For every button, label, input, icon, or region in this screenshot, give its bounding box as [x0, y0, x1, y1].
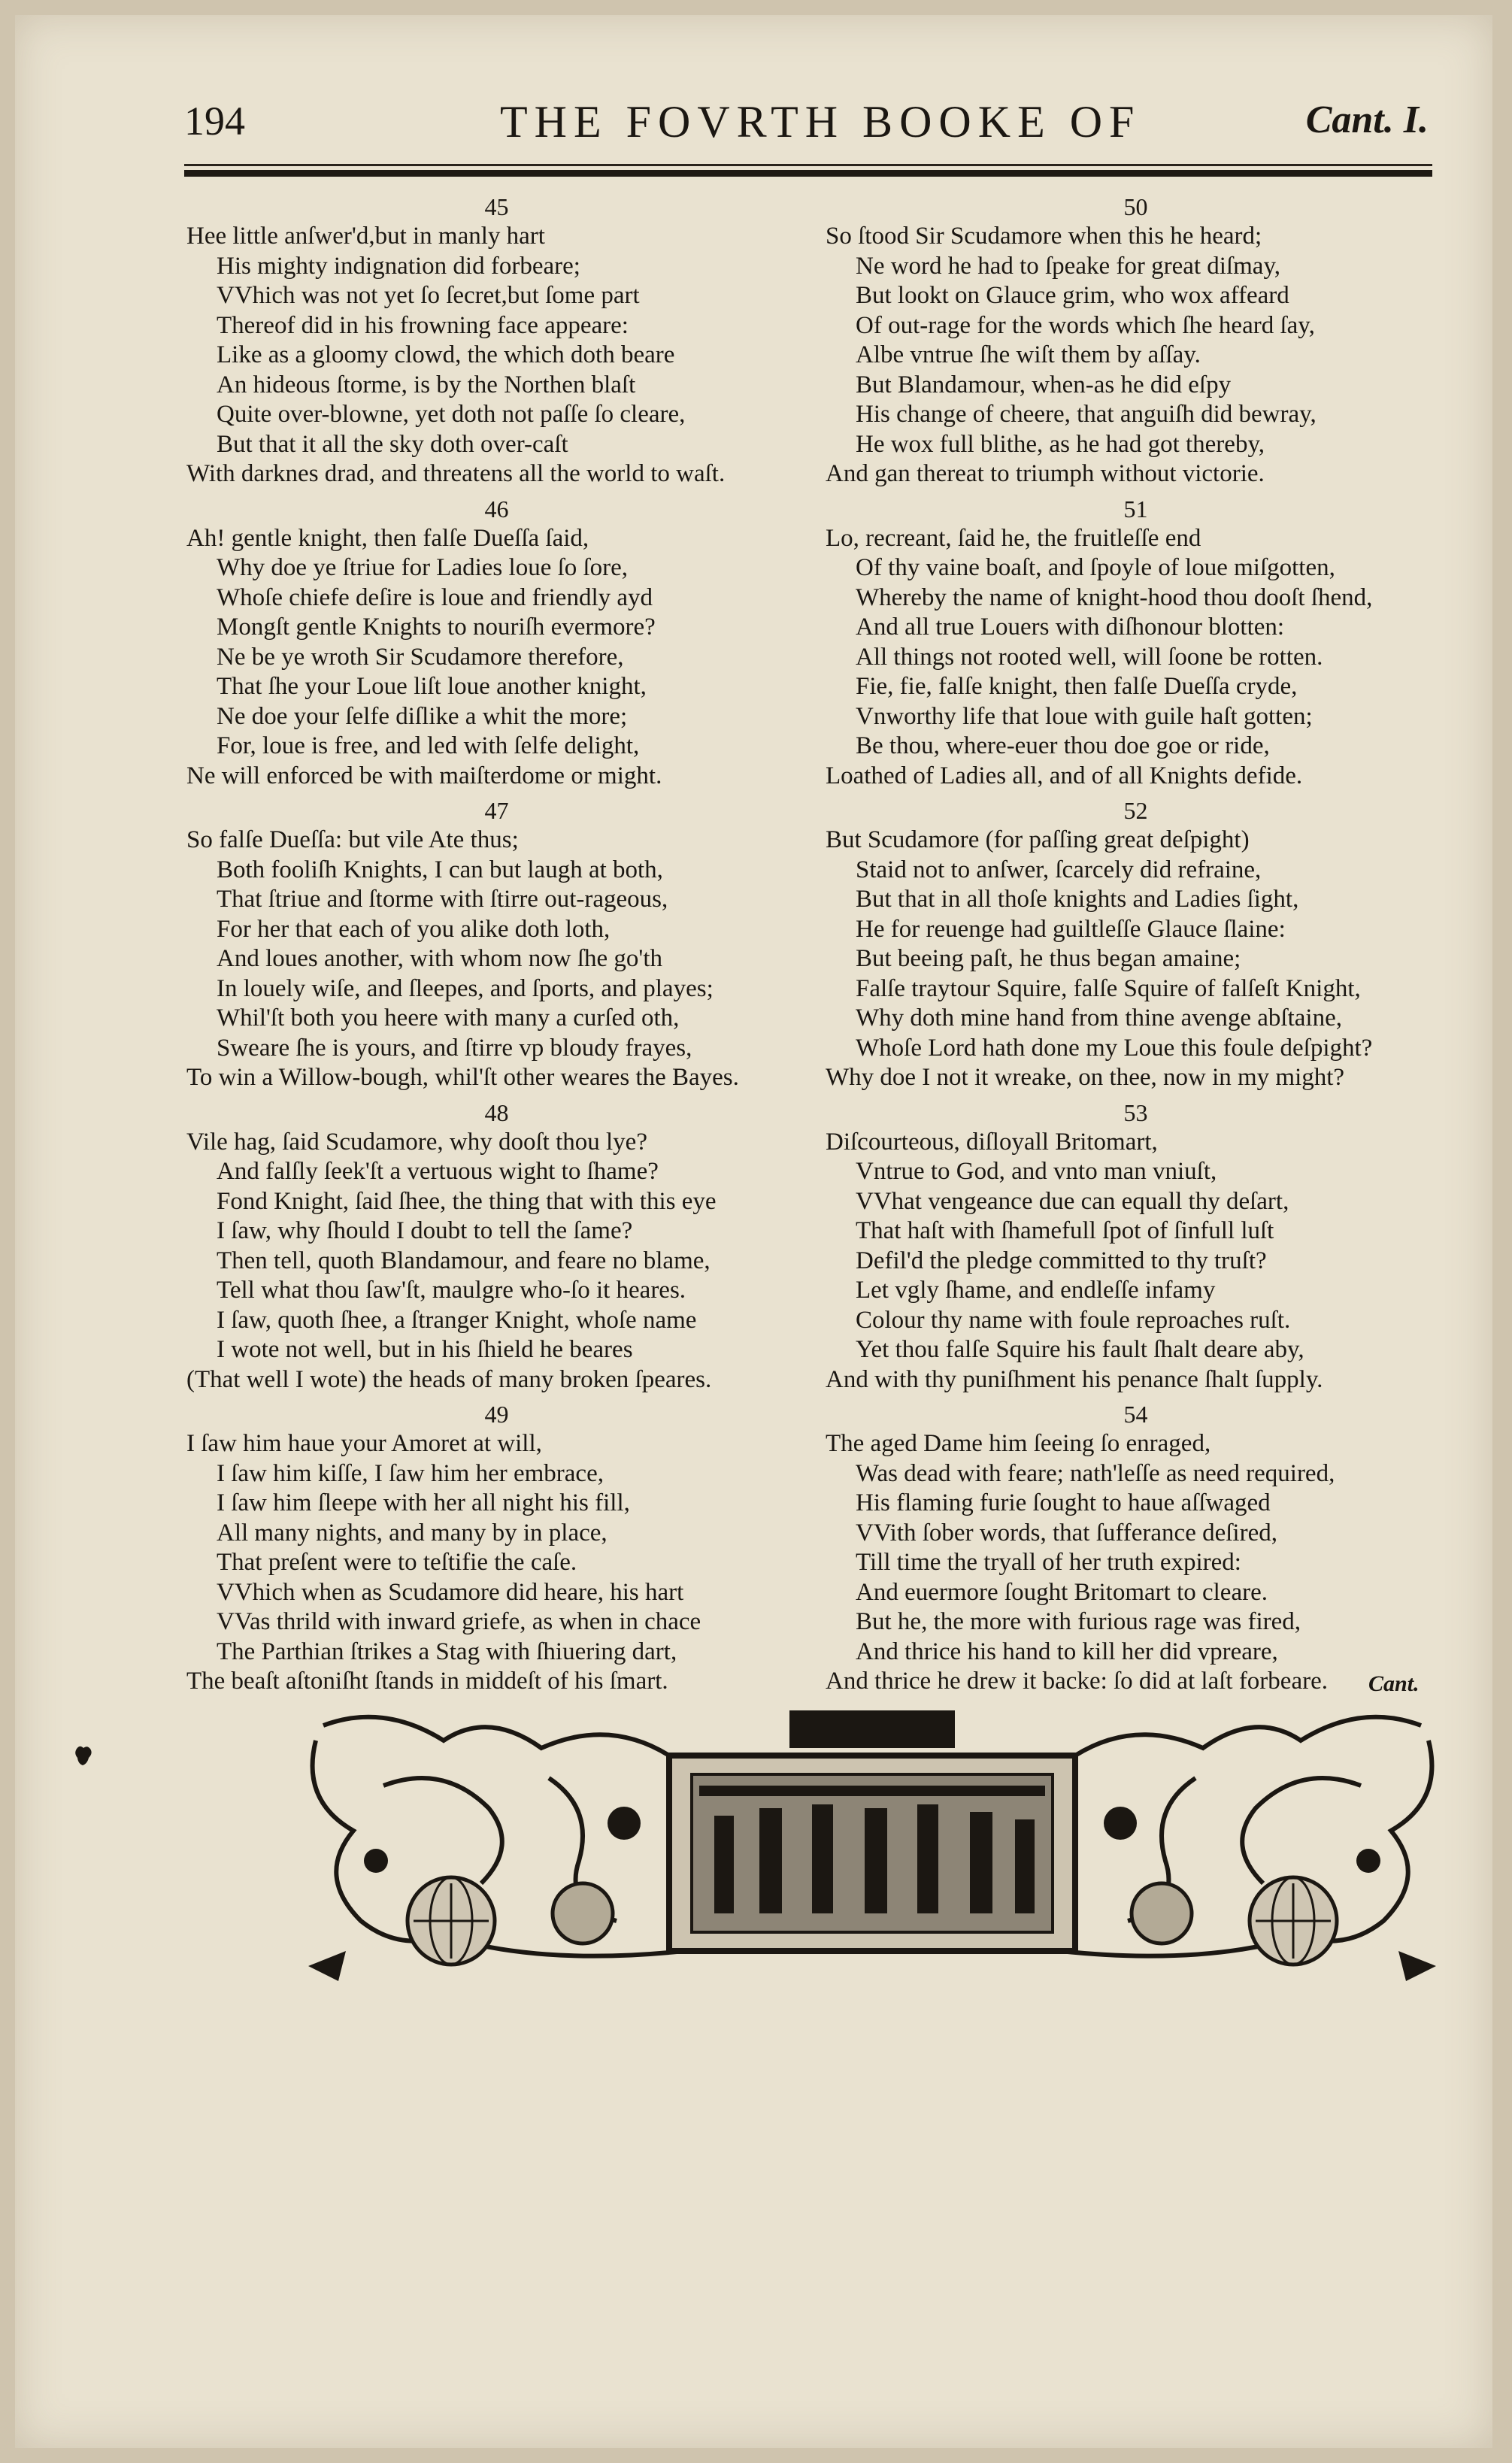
stanza	[186, 494, 807, 792]
verse-line: I ſaw him ſleepe with her all night his fill,	[217, 1489, 630, 1516]
verse-line: That ſtriue and ſtorme with ſtirre out-rageous,	[217, 886, 668, 913]
verse-line: Defil'd the pledge committed to thy truſt?	[856, 1247, 1267, 1274]
verse-line: Hee little anſwer'd,but in manly hart	[186, 223, 545, 250]
stanza	[186, 1399, 807, 1697]
left-column	[186, 192, 807, 1701]
verse-line: Ne be ye wroth Sir Scudamore therefore,	[217, 643, 624, 671]
verse-line: Ah! gentle knight, then falſe Dueſſa ſaid,	[186, 524, 589, 552]
verse-line: Albe vntrue ſhe wiſt them by aſſay.	[856, 341, 1201, 368]
stanza	[826, 1399, 1446, 1697]
verse-line: Like as a gloomy clowd, the which doth beare	[217, 341, 675, 368]
verse-line: The Parthian ſtrikes a Stag with ſhiuering dart,	[217, 1637, 677, 1665]
header-rule-thin	[184, 164, 1432, 166]
verse-line: The beaſt aſtoniſht ſtands in middeſt of his ſmart.	[186, 1668, 668, 1695]
verse-line: VVas thrild with inward griefe, as when in chace	[217, 1608, 701, 1635]
verse-line: But lookt on Glauce grim, who wox affeard	[856, 282, 1289, 309]
verse-line: That ſhe your Loue liſt loue another knight,	[217, 673, 647, 700]
verse-line: An hideous ſtorme, is by the Northen blaſt	[217, 371, 636, 398]
verse-line: All things not rooted well, will ſoone be rotten.	[856, 643, 1323, 671]
header-rule-thick	[184, 170, 1432, 177]
verse-line: (That well I wote) the heads of many broken ſpeares.	[186, 1365, 712, 1393]
verse-line: His mighty indignation did forbeare;	[217, 252, 580, 280]
verse-line: I ſaw him haue your Amoret at will,	[186, 1430, 542, 1457]
catchword: Cant.	[1368, 1671, 1420, 1696]
verse-line: In louely wiſe, and ſleepes, and ſports, and playes;	[217, 974, 714, 1002]
verse-line: Was dead with feare; nath'leſſe as need required,	[856, 1459, 1335, 1487]
verse-line: And thrice his hand to kill her did vpreare,	[856, 1637, 1278, 1665]
verse-line: Be thou, where-euer thou doe goe or ride,	[856, 732, 1270, 759]
verse-line: Vile hag, ſaid Scudamore, why dooſt thou lye?	[186, 1128, 647, 1156]
verse-line: Sweare ſhe is yours, and ſtirre vp bloudy frayes,	[217, 1034, 692, 1062]
verse-line: Loathed of Ladies all, and of all Knights defide.	[826, 762, 1303, 789]
running-header	[184, 98, 1429, 150]
running-title: THE FOVRTH BOOKE OF	[500, 97, 1141, 147]
stanza-number: 52	[1123, 797, 1148, 824]
verse-line: VVhich was not yet ſo ſecret,but ſome part	[217, 282, 640, 309]
verse-line: To win a Willow-bough, whil'ſt other weares the Bayes.	[186, 1064, 739, 1091]
verse-line: Vnworthy life that loue with guile haſt gotten;	[856, 702, 1313, 730]
stanza-number: 51	[1123, 495, 1148, 523]
verse-line: Mongſt gentle Knights to nouriſh evermore?	[217, 613, 656, 641]
verse-line: Tell what thou ſaw'ſt, maulgre who-ſo it heares.	[217, 1277, 686, 1304]
canto-label: Cant. I.	[1305, 98, 1429, 141]
verse-line: So falſe Dueſſa: but vile Ate thus;	[186, 826, 519, 853]
decorative-tailpiece-ornament	[293, 1695, 1451, 1981]
stanza	[826, 1098, 1446, 1395]
verse-line: Then tell, quoth Blandamour, and feare no blame,	[217, 1247, 711, 1274]
verse-line: Why doth mine hand from thine avenge abſtaine,	[856, 1004, 1342, 1032]
verse-line: So ſtood Sir Scudamore when this he heard;	[826, 223, 1262, 250]
verse-line: I ſaw, quoth ſhee, a ſtranger Knight, whoſe name	[217, 1306, 697, 1334]
verse-line: His change of cheere, that anguiſh did bewray,	[856, 401, 1317, 428]
verse-line: But Blandamour, when-as he did eſpy	[856, 371, 1232, 398]
verse-line: With darknes drad, and threatens all the world to waſt.	[186, 460, 726, 487]
verse-line: But beeing paſt, he thus began amaine;	[856, 945, 1241, 972]
stanza	[826, 494, 1446, 792]
verse-line: Lo, recreant, ſaid he, the fruitleſſe end	[826, 524, 1201, 552]
verse-line: And thrice he drew it backe: ſo did at laſt forbeare.	[826, 1668, 1328, 1695]
verse-line: Colour thy name with foule reproaches ruſt.	[856, 1306, 1291, 1334]
verse-line: Let vgly ſhame, and endleſſe infamy	[856, 1277, 1216, 1304]
verse-line: Quite over-blowne, yet doth not paſſe ſo cleare,	[217, 401, 686, 428]
verse-line: But that in all thoſe knights and Ladies ſight,	[856, 886, 1299, 913]
verse-line: But that it all the sky doth over-caſt	[217, 430, 568, 458]
verse-line: Fond Knight, ſaid ſhee, the thing that with this eye	[217, 1187, 717, 1215]
verse-line: I wote not well, but in his ſhield he beares	[217, 1336, 633, 1363]
verse-line: And loues another, with whom now ſhe go'th	[217, 945, 663, 972]
stanza-number: 46	[484, 495, 509, 523]
stanza-number: 45	[484, 193, 509, 220]
verse-line: Diſcourteous, diſloyall Britomart,	[826, 1128, 1158, 1156]
verse-line: Why doe I not it wreake, on thee, now in my might?	[826, 1064, 1345, 1091]
verse-line: Both fooliſh Knights, I can but laugh at both,	[217, 856, 663, 883]
verse-line: Staid not to anſwer, ſcarcely did refraine,	[856, 856, 1262, 883]
verse-line: But Scudamore (for paſſing great deſpight)	[826, 826, 1250, 853]
verse-line: Whoſe chiefe deſire is loue and friendly ayd	[217, 583, 653, 611]
verse-line: Yet thou falſe Squire his fault ſhalt deare aby,	[856, 1336, 1304, 1363]
verse-line: Thereof did in his frowning face appeare:	[217, 311, 629, 339]
verse-line: The aged Dame him ſeeing ſo enraged,	[826, 1430, 1211, 1457]
stanza	[186, 192, 807, 489]
verse-line: He wox full blithe, as he had got thereby,	[856, 430, 1265, 458]
verse-line: And all true Louers with diſhonour blotten:	[856, 613, 1285, 641]
stanza-number: 50	[1123, 193, 1148, 220]
verse-line: I ſaw, why ſhould I doubt to tell the ſame?	[217, 1217, 633, 1244]
verse-line: And gan thereat to triumph without victorie.	[826, 460, 1265, 487]
stanza	[826, 795, 1446, 1093]
verse-line: That haſt with ſhamefull ſpot of ſinfull luſt	[856, 1217, 1274, 1244]
stanza-number: 49	[484, 1401, 509, 1428]
verse-line: Fie, fie, falſe knight, then falſe Dueſſa cryde,	[856, 673, 1298, 700]
verse-line: Of thy vaine boaſt, and ſpoyle of loue miſgotten,	[856, 554, 1335, 581]
verse-line: Whil'ſt both you heere with many a curſed oth,	[217, 1004, 680, 1032]
ink-blot-icon	[74, 1744, 93, 1767]
verse-line: Falſe traytour Squire, falſe Squire of falſeſt Knight,	[856, 974, 1361, 1002]
verse-line: VVith ſober words, that ſufferance deſired,	[856, 1519, 1277, 1547]
stanza	[186, 1098, 807, 1395]
right-column	[826, 192, 1446, 1701]
verse-line: His flaming furie ſought to haue aſſwaged	[856, 1489, 1271, 1516]
verse-line: That preſent were to teſtifie the caſe.	[217, 1549, 577, 1576]
stanza-number: 53	[1123, 1098, 1148, 1126]
verse-line: All many nights, and many by in place,	[217, 1519, 608, 1547]
stanza-number: 48	[484, 1098, 509, 1126]
verse-line: I ſaw him kiſſe, I ſaw him her embrace,	[217, 1459, 604, 1487]
stanza-number: 54	[1123, 1401, 1148, 1428]
stanza	[186, 795, 807, 1093]
page-number: 194	[184, 98, 245, 144]
verse-line: For, loue is free, and led with ſelfe delight,	[217, 732, 640, 759]
verse-line: And falſly ſeek'ſt a vertuous wight to ſhame?	[217, 1158, 659, 1185]
verse-line: VVhat vengeance due can equall thy deſart,	[856, 1187, 1289, 1215]
verse-line: He for reuenge had guiltleſſe Glauce ſlaine:	[856, 915, 1286, 943]
verse-line: But he, the more with furious rage was fired,	[856, 1608, 1301, 1635]
stanza	[826, 192, 1446, 489]
verse-line: Of out-rage for the words which ſhe heard ſay,	[856, 311, 1315, 339]
verse-line: Till time the tryall of her truth expired:	[856, 1549, 1241, 1576]
verse-line: Vntrue to God, and vnto man vniuſt,	[856, 1158, 1217, 1185]
verse-line: Whereby the name of knight-hood thou dooſt ſhend,	[856, 583, 1373, 611]
verse-line: And with thy puniſhment his penance ſhalt ſupply.	[826, 1365, 1323, 1393]
verse-line: Ne word he had to ſpeake for great diſmay,	[856, 252, 1281, 280]
verse-line: Why doe ye ſtriue for Ladies loue ſo ſore,	[217, 554, 629, 581]
verse-line: Ne doe your ſelfe diſlike a whit the more;	[217, 702, 628, 730]
verse-line: VVhich when as Scudamore did heare, his hart	[217, 1578, 684, 1606]
verse-line: Ne will enforced be with maiſterdome or might.	[186, 762, 662, 789]
verse-line: Whoſe Lord hath done my Loue this foule deſpight?	[856, 1034, 1373, 1062]
verse-line: For her that each of you alike doth loth,	[217, 915, 611, 943]
stanza-number: 47	[484, 797, 509, 824]
verse-line: And euermore ſought Britomart to cleare.	[856, 1578, 1268, 1606]
